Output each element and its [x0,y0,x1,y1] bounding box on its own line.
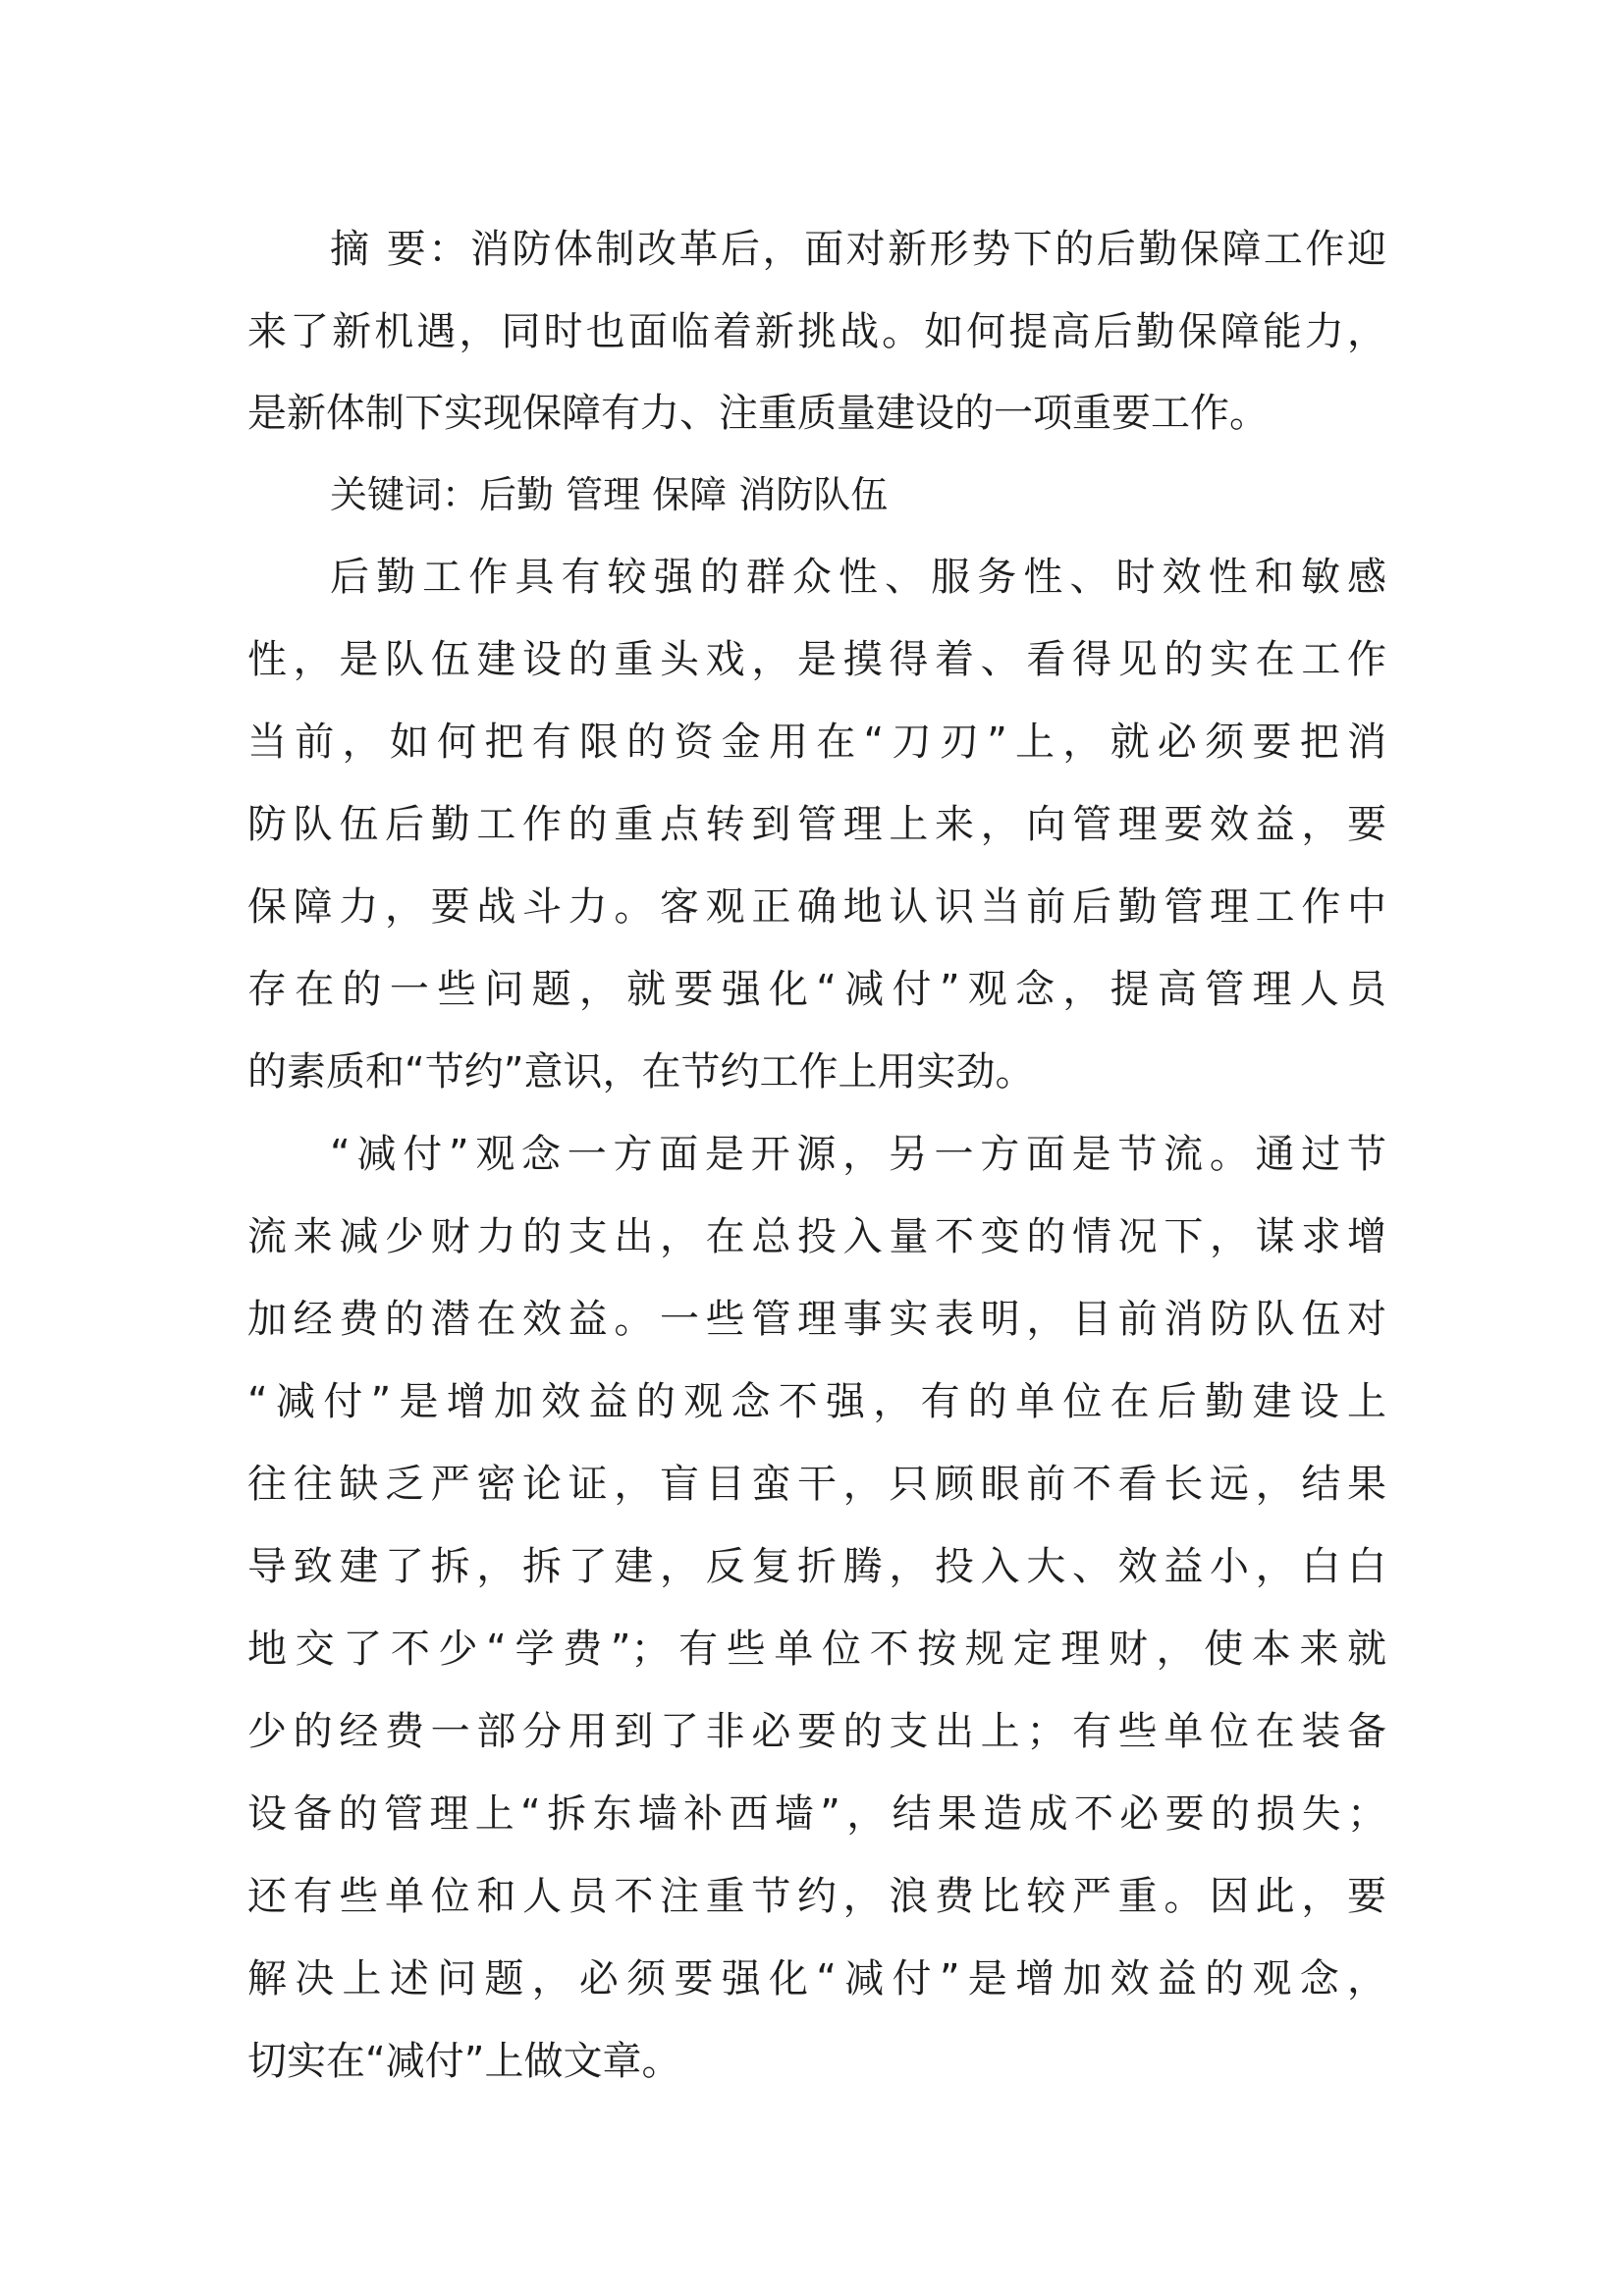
paragraph-2-line: 解决上述问题，必须要强化“减付”是增加效益的观念， [247,1956,1386,2002]
paragraph-2-line: 地交了不少“学费”；有些单位不按规定理财，使本来就 [247,1627,1386,1672]
paragraph-1-line: 后勤工作具有较强的群众性、服务性、时效性和敏感 [330,555,1386,600]
paragraph-2-line: 往往缺乏严密论证，盲目蛮干，只顾眼前不看长远，结果 [247,1462,1386,1507]
paragraph-1-line: 的素质和“节约”意识，在节约工作上用实劲。 [247,1049,1035,1095]
paragraph-2-line: 设备的管理上“拆东墙补西墙”，结果造成不必要的损失； [247,1791,1386,1837]
keywords-line: 关键词：后勤 管理 保障 消防队伍 [330,473,889,516]
paragraph-2-line: 流来减少财力的支出，在总投入量不变的情况下，谋求增 [247,1214,1386,1259]
paragraph-1-line: 当前，如何把有限的资金用在“刀刃”上，就必须要把消 [247,720,1386,765]
paragraph-2-line: 加经费的潜在效益。一些管理事实表明，目前消防队伍对 [247,1297,1386,1342]
paragraph-1-line: 保障力，要战斗力。客观正确地认识当前后勤管理工作中 [247,884,1386,930]
abstract-line: 是新体制下实现保障有力、注重质量建设的一项重要工作。 [247,391,1269,436]
abstract-line: 摘 要：消防体制改革后，面对新形势下的后勤保障工作迎 [330,227,1386,272]
paragraph-2-line: “减付”是增加效益的观念不强，有的单位在后勤建设上 [247,1379,1386,1424]
paragraph-2-line: 少的经费一部分用到了非必要的支出上；有些单位在装备 [247,1709,1386,1754]
paragraph-1-line: 性，是队伍建设的重头戏，是摸得着、看得见的实在工作 [247,637,1386,682]
abstract-line: 来了新机遇，同时也面临着新挑战。如何提高后勤保障能力， [247,309,1386,354]
paragraph-2-line: 切实在“减付”上做文章。 [247,2039,681,2084]
paragraph-2-line: “减付”观念一方面是开源，另一方面是节流。通过节 [330,1132,1386,1177]
paragraph-2-line: 还有些单位和人员不注重节约，浪费比较严重。因此，要 [247,1874,1386,1919]
paragraph-1-line: 防队伍后勤工作的重点转到管理上来，向管理要效益，要 [247,802,1386,847]
paragraph-2-line: 导致建了拆，拆了建，反复折腾，投入大、效益小，白白 [247,1544,1386,1589]
paragraph-1-line: 存在的一些问题，就要强化“减付”观念，提高管理人员 [247,967,1386,1012]
